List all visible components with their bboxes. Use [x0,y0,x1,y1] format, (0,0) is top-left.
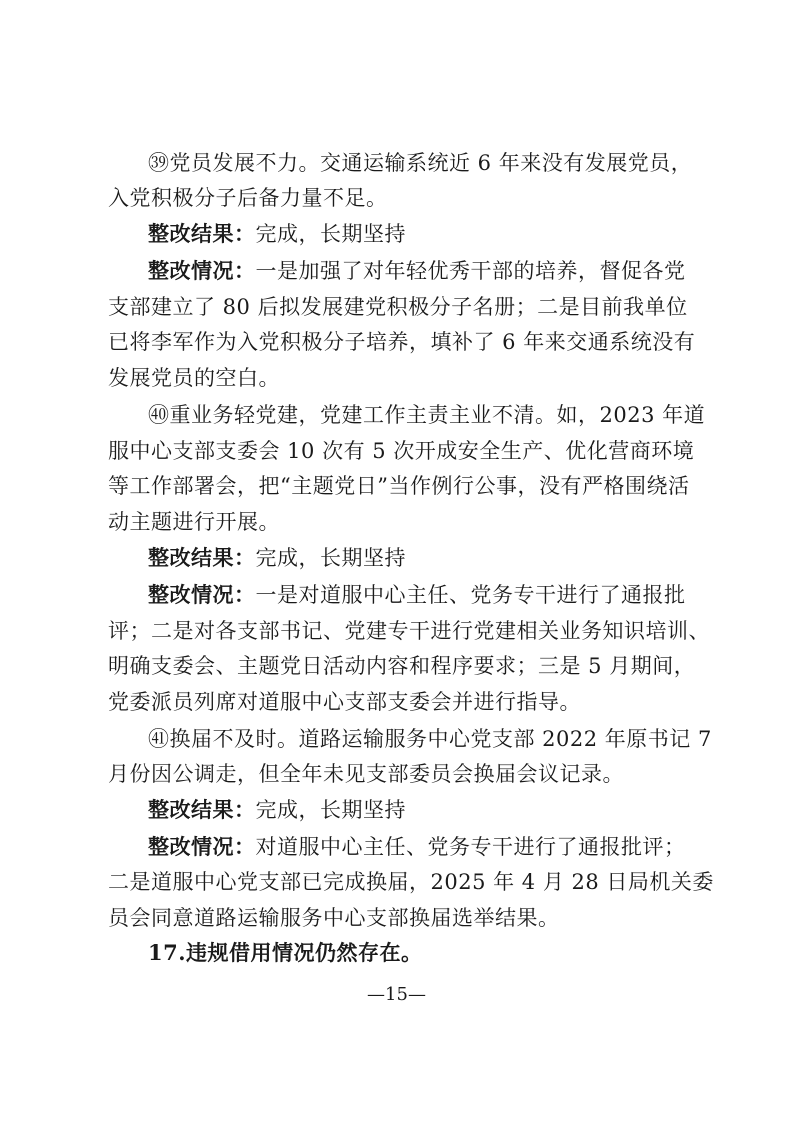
item-41-line-2: 月份因公调走，但全年未见支部委员会换届会议记录。 [108,762,624,786]
item-39-detail-line-1 [148,256,686,286]
item-41-detail-line-1 [148,832,686,862]
item-40-result [148,543,406,573]
item-40-line-4: 动主题进行开展。 [108,510,280,534]
item-39-result [148,219,406,249]
result-label: 整改结果： [148,545,256,570]
item-41-result [148,795,406,825]
item-40-line-3: 等工作部署会，把“主题党日”当作例行公事，没有严格围绕活 [108,474,690,498]
item-41-line-1: ㊶换届不及时。道路运输服务中心党支部 2022 年原书记 7 [148,727,712,751]
item-40-detail-line-2: 评；二是对各支部书记、党建专干进行党建相关业务知识培训、 [108,619,710,643]
result-label: 整改结果： [148,221,256,246]
item-40-line-2: 服中心支部支委会 10 次有 5 次开成安全生产、优化营商环境 [108,439,695,463]
item-39-detail-line-2: 支部建立了 80 后拟发展建党积极分子名册；二是目前我单位 [108,295,688,319]
result-value: 完成，长期坚持 [255,798,406,822]
detail-text: 一是加强了对年轻优秀干部的培养，督促各党 [255,259,686,283]
item-40-detail-line-3: 明确支委会、主题党日活动内容和程序要求；三是 5 月期间， [108,654,696,678]
page-number: —15— [367,984,426,1005]
result-label: 整改结果： [148,797,256,822]
detail-label: 整改情况： [148,834,256,859]
detail-label: 整改情况： [148,582,256,607]
item-41-detail-line-3: 员会同意道路运输服务中心支部换届选举结果。 [108,906,560,930]
detail-text: 一是对道服中心主任、党务专干进行了通报批 [255,583,686,607]
result-value: 完成，长期坚持 [255,546,406,570]
item-40-line-1: ㊵重业务轻党建，党建工作主责主业不清。如，2023 年道 [148,403,706,427]
result-value: 完成，长期坚持 [255,222,406,246]
section-17-heading: 17.违规借用情况仍然存在。 [148,940,423,965]
item-41-detail-line-2: 二是道服中心党支部已完成换届，2025 年 4 月 28 日局机关委 [108,870,714,894]
item-39-detail-line-3: 已将李军作为入党积极分子培养，填补了 6 年来交通系统没有 [108,330,696,354]
item-40-detail-line-4: 党委派员列席对道服中心支部支委会并进行指导。 [108,690,581,714]
item-39-line-2: 入党积极分子后备力量不足。 [108,186,388,210]
item-40-detail-line-1 [148,580,686,610]
item-39-line-1: ㊴党员发展不力。交通运输系统近 6 年来没有发展党员， [148,151,693,175]
detail-label: 整改情况： [148,258,256,283]
item-39-detail-line-4: 发展党员的空白。 [108,366,280,390]
detail-text: 对道服中心主任、党务专干进行了通报批评； [255,835,686,859]
